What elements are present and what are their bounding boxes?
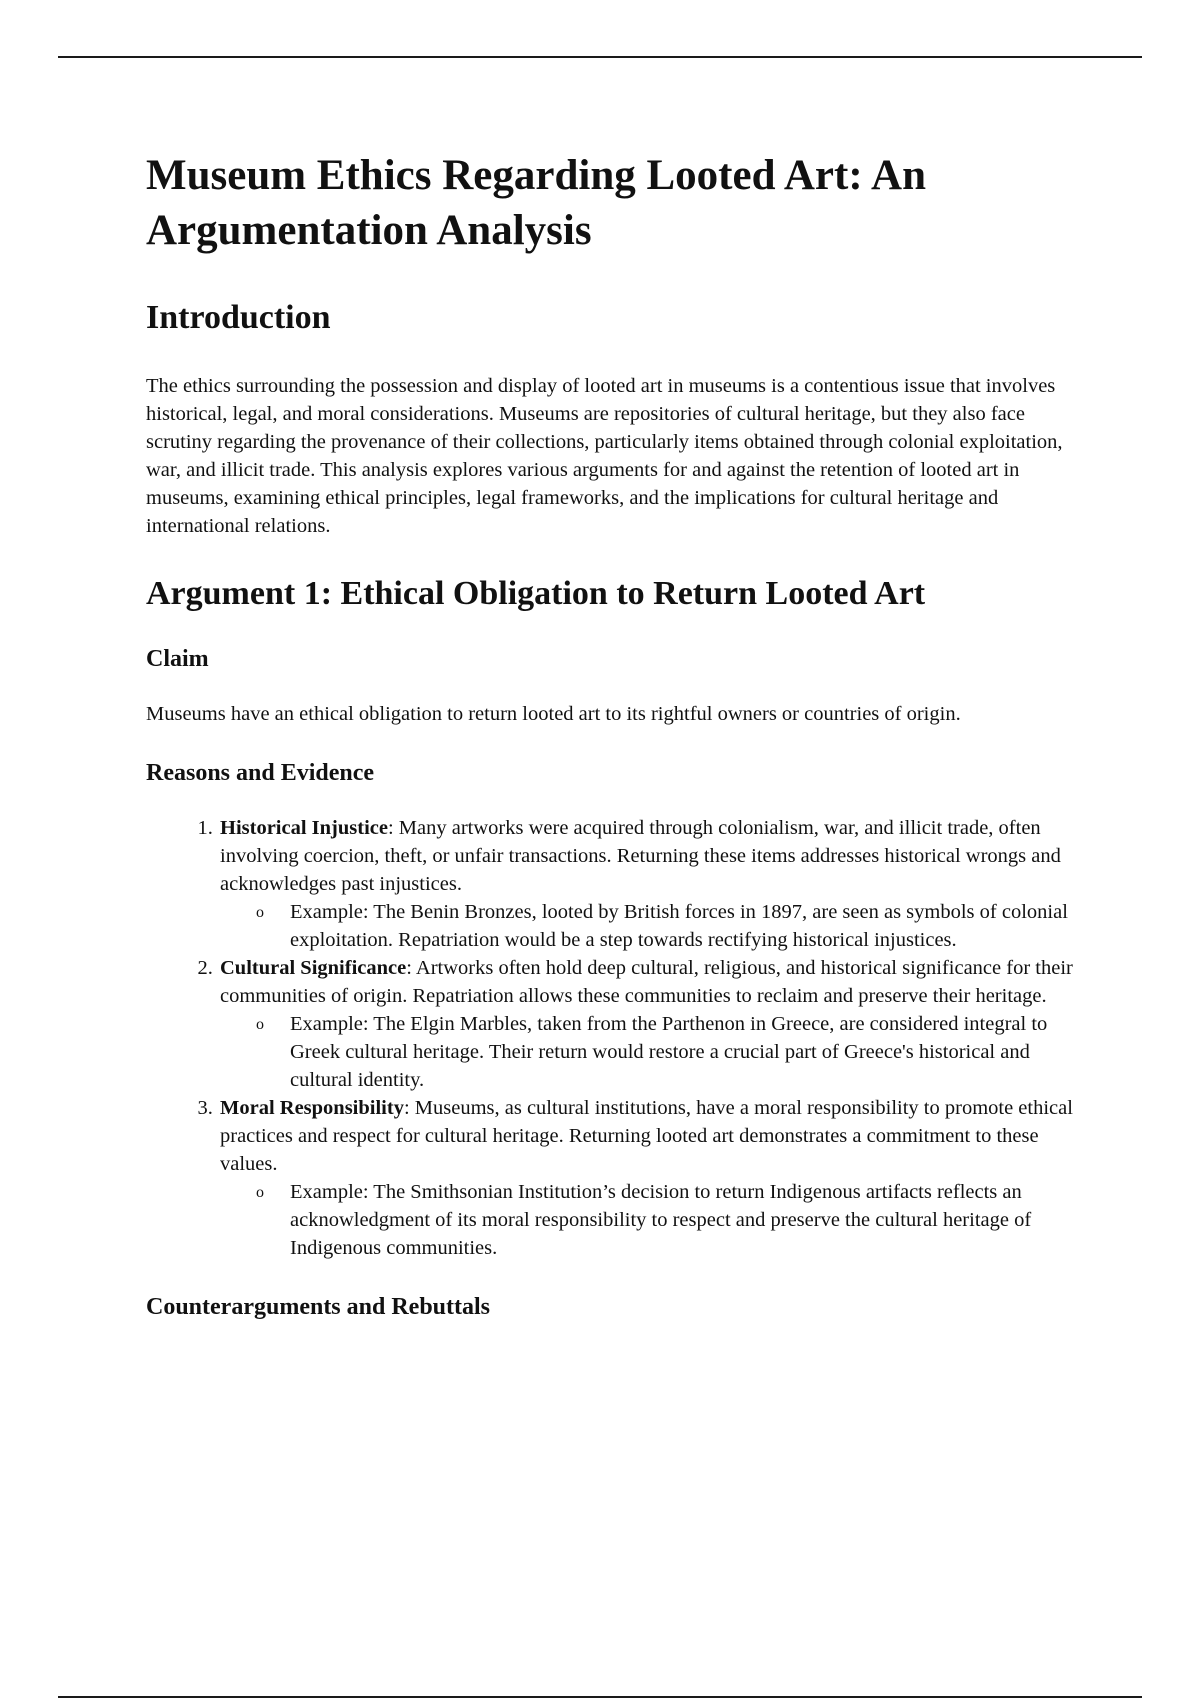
bottom-rule xyxy=(58,1696,1142,1698)
example-text: Example: The Elgin Marbles, taken from the Parthenon in Greece, are considered integral to Greek cultural heritage. Their return would restore a crucial part of Greece's historical and cultural identity. xyxy=(290,1013,1048,1091)
circle-bullet-icon: o xyxy=(256,904,264,921)
introduction-paragraph: The ethics surrounding the possession and display of looted art in museums is a contentious issue that involves historical, legal, and moral considerations. Museums are repositories of cultural heritage, but they also face scrutiny regarding the provenance of their collections, particularly items obtained through colonial exploitation, war, and illicit trade. This analysis explores various arguments for and against the retention of looted art in museums, examining ethical principles, legal frameworks, and the implications for cultural heritage and international relations. xyxy=(146,375,1063,537)
example-list xyxy=(220,1010,1096,1094)
example-list xyxy=(220,1178,1096,1262)
circle-bullet-icon: o xyxy=(256,1184,264,1201)
reason-term: Cultural Significance xyxy=(220,957,407,979)
example-item xyxy=(256,1178,1096,1262)
counterarguments-heading: Counterarguments and Rebuttals xyxy=(146,1294,491,1320)
reason-term: Historical Injustice xyxy=(220,817,388,839)
document-page xyxy=(146,148,1096,1348)
circle-bullet-icon: o xyxy=(256,1016,264,1033)
example-item xyxy=(256,1010,1096,1094)
reason-item xyxy=(218,954,1096,1094)
document-title: Museum Ethics Regarding Looted Art: An Argumentation Analysis xyxy=(146,152,926,254)
reasons-list xyxy=(146,814,1096,1262)
reasons-heading: Reasons and Evidence xyxy=(146,760,375,786)
reason-item xyxy=(218,814,1096,954)
reason-term: Moral Responsibility xyxy=(220,1097,404,1119)
reason-text: : Many artworks were acquired through colonialism, war, and illicit trade, often involving coercion, theft, or unfair transactions. Returning these items addresses historical wrongs and acknowledges past injustices. xyxy=(220,817,1061,895)
reason-text: : Artworks often hold deep cultural, religious, and historical significance for their communities of origin. Repatriation allows these communities to reclaim and preserve their heritage. xyxy=(220,957,1073,1007)
argument-1-heading: Argument 1: Ethical Obligation to Return Looted Art xyxy=(146,575,926,612)
example-list xyxy=(220,898,1096,954)
example-item xyxy=(256,898,1096,954)
top-rule xyxy=(58,56,1142,58)
introduction-heading: Introduction xyxy=(146,299,331,336)
example-text: Example: The Smithsonian Institution’s decision to return Indigenous artifacts reflects an acknowledgment of its moral responsibility to respect and preserve the cultural heritage of Indigenous communities. xyxy=(290,1181,1032,1259)
reason-item xyxy=(218,1094,1096,1262)
example-text: Example: The Benin Bronzes, looted by British forces in 1897, are seen as symbols of colonial exploitation. Repatriation would be a step towards rectifying historical injustices. xyxy=(290,901,1068,951)
reason-text: : Museums, as cultural institutions, have a moral responsibility to promote ethical practices and respect for cultural heritage. Returning looted art demonstrates a commitment to these values. xyxy=(220,1097,1073,1175)
claim-paragraph: Museums have an ethical obligation to return looted art to its rightful owners or countries of origin. xyxy=(146,703,961,725)
claim-heading: Claim xyxy=(146,646,209,672)
